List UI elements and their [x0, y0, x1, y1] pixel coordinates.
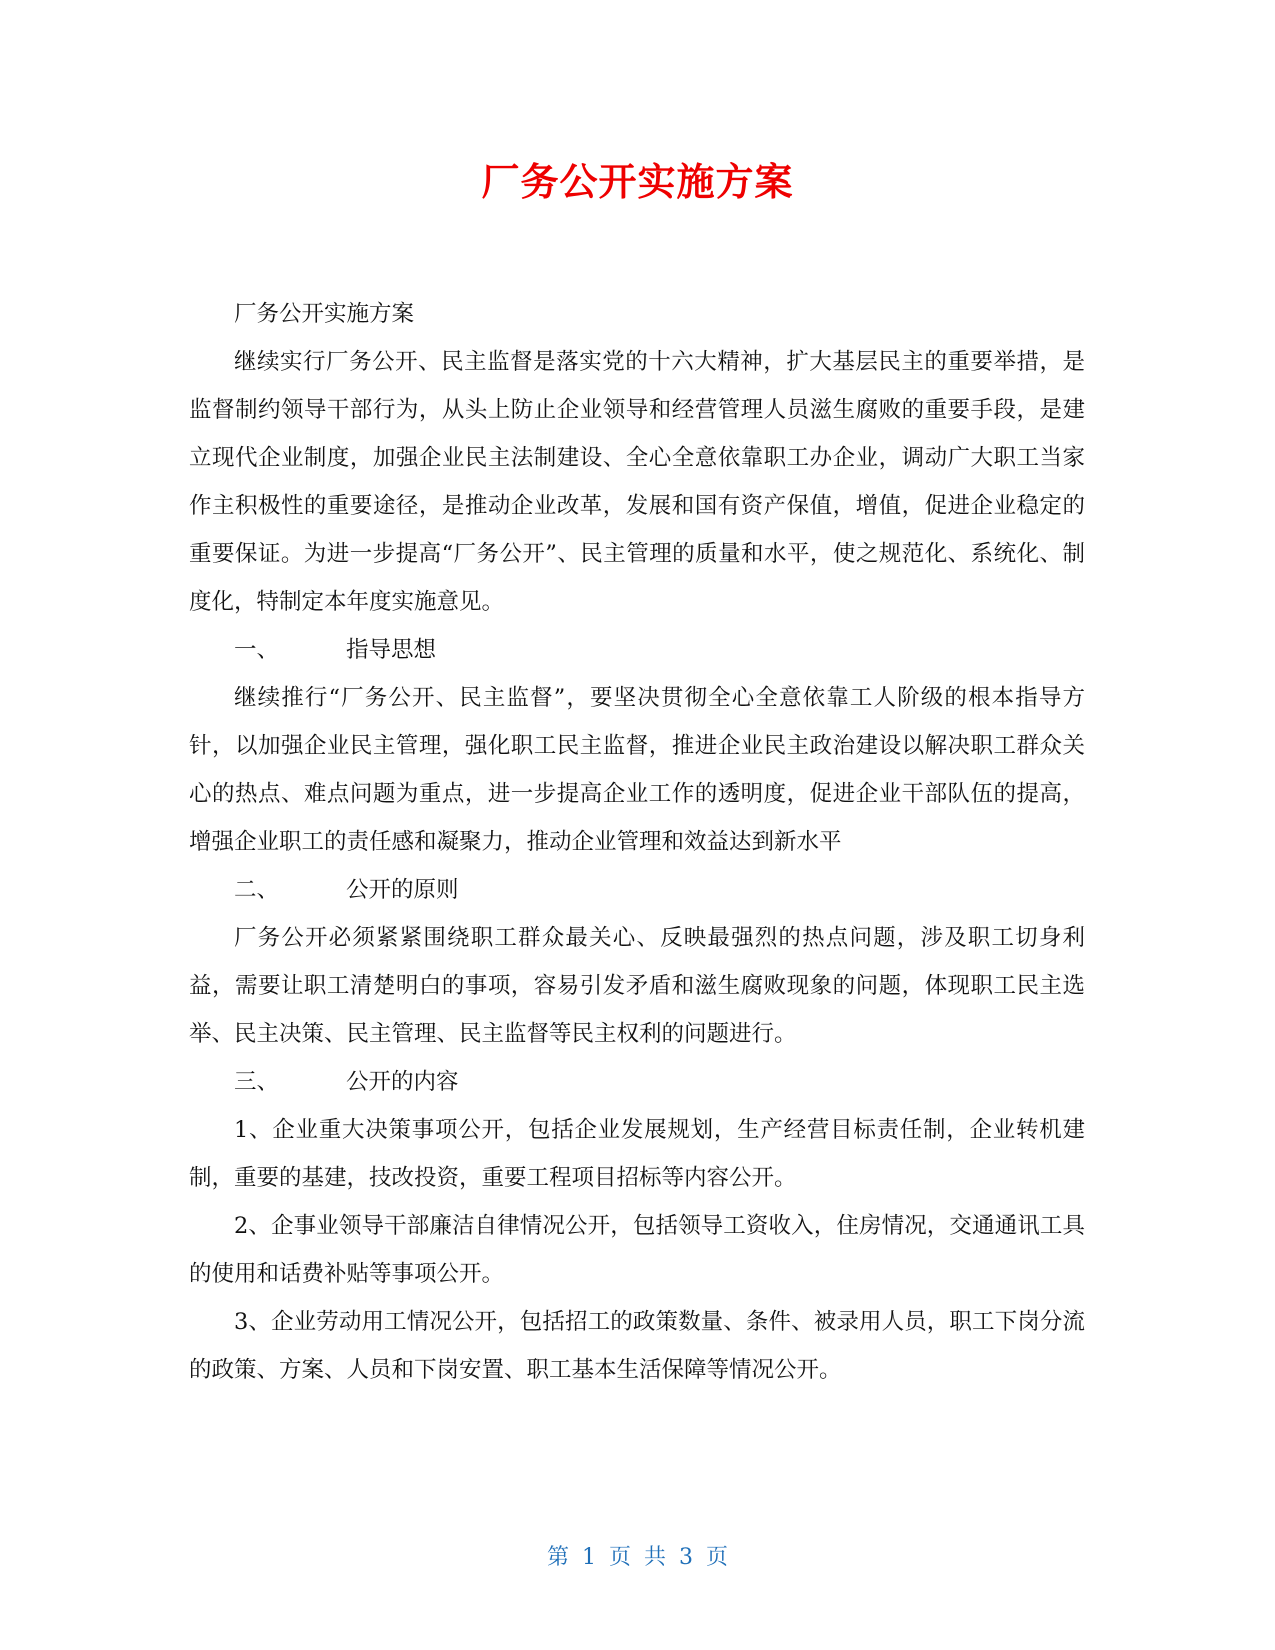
section-body-2: 厂务公开必须紧紧围绕职工群众最关心、反映最强烈的热点问题，涉及职工切身利益，需要让职工清楚明白的事项，容易引发矛盾和滋生腐败现象的问题，体现职工民主选举、民主决策、民主管理、民主监督等民主权利的问题进行。: [189, 925, 1085, 1047]
section-heading-text: 公开的内容: [346, 1069, 459, 1095]
section-heading-3: [189, 1058, 1085, 1106]
section-number: 一、: [234, 637, 280, 663]
section-body-1: 继续推行“厂务公开、民主监督”，要坚决贯彻全心全意依靠工人阶级的根本指导方针，以加强企业民主管理，强化职工民主监督，推进企业民主政治建设以解决职工群众关心的热点、难点问题为重点，进一步提高企业工作的透明度，促进企业干部队伍的提高，增强企业职工的责任感和凝聚力，推动企业管理和效益达到新水平: [189, 685, 1085, 855]
content-item-1: 1、企业重大决策事项公开，包括企业发展规划，生产经营目标责任制，企业转机建制，重要的基建，技改投资，重要工程项目招标等内容公开。: [189, 1117, 1085, 1191]
section-heading-text: 指导思想: [346, 637, 437, 663]
intro-paragraph: 继续实行厂务公开、民主监督是落实党的十六大精神，扩大基层民主的重要举措，是监督制约领导干部行为，从头上防止企业领导和经营管理人员滋生腐败的重要手段，是建立现代企业制度，加强企业民主法制建设、全心全意依靠职工办企业，调动广大职工当家作主积极性的重要途径，是推动企业改革，发展和国有资产保值，增值，促进企业稳定的重要保证。为进一步提高“厂务公开”、民主管理的质量和水平，使之规范化、系统化、制度化，特制定本年度实施意见。: [189, 349, 1085, 615]
section-heading-text: 公开的原则: [346, 877, 459, 903]
document-title: 厂务公开实施方案: [481, 160, 794, 204]
section-heading-1: [189, 626, 1085, 674]
document-body: [189, 290, 1085, 1394]
section-number: 三、: [234, 1069, 280, 1095]
section-number: 二、: [234, 877, 280, 903]
content-item-3: 3、企业劳动用工情况公开，包括招工的政策数量、条件、被录用人员，职工下岗分流的政策、方案、人员和下岗安置、职工基本生活保障等情况公开。: [189, 1309, 1085, 1383]
section-heading-2: [189, 866, 1085, 914]
subtitle-line: 厂务公开实施方案: [234, 301, 415, 327]
page-number-footer: 第 1 页 共 3 页: [547, 1545, 728, 1570]
content-item-2: 2、企事业领导干部廉洁自律情况公开，包括领导工资收入，住房情况，交通通讯工具的使用和话费补贴等事项公开。: [189, 1213, 1085, 1287]
